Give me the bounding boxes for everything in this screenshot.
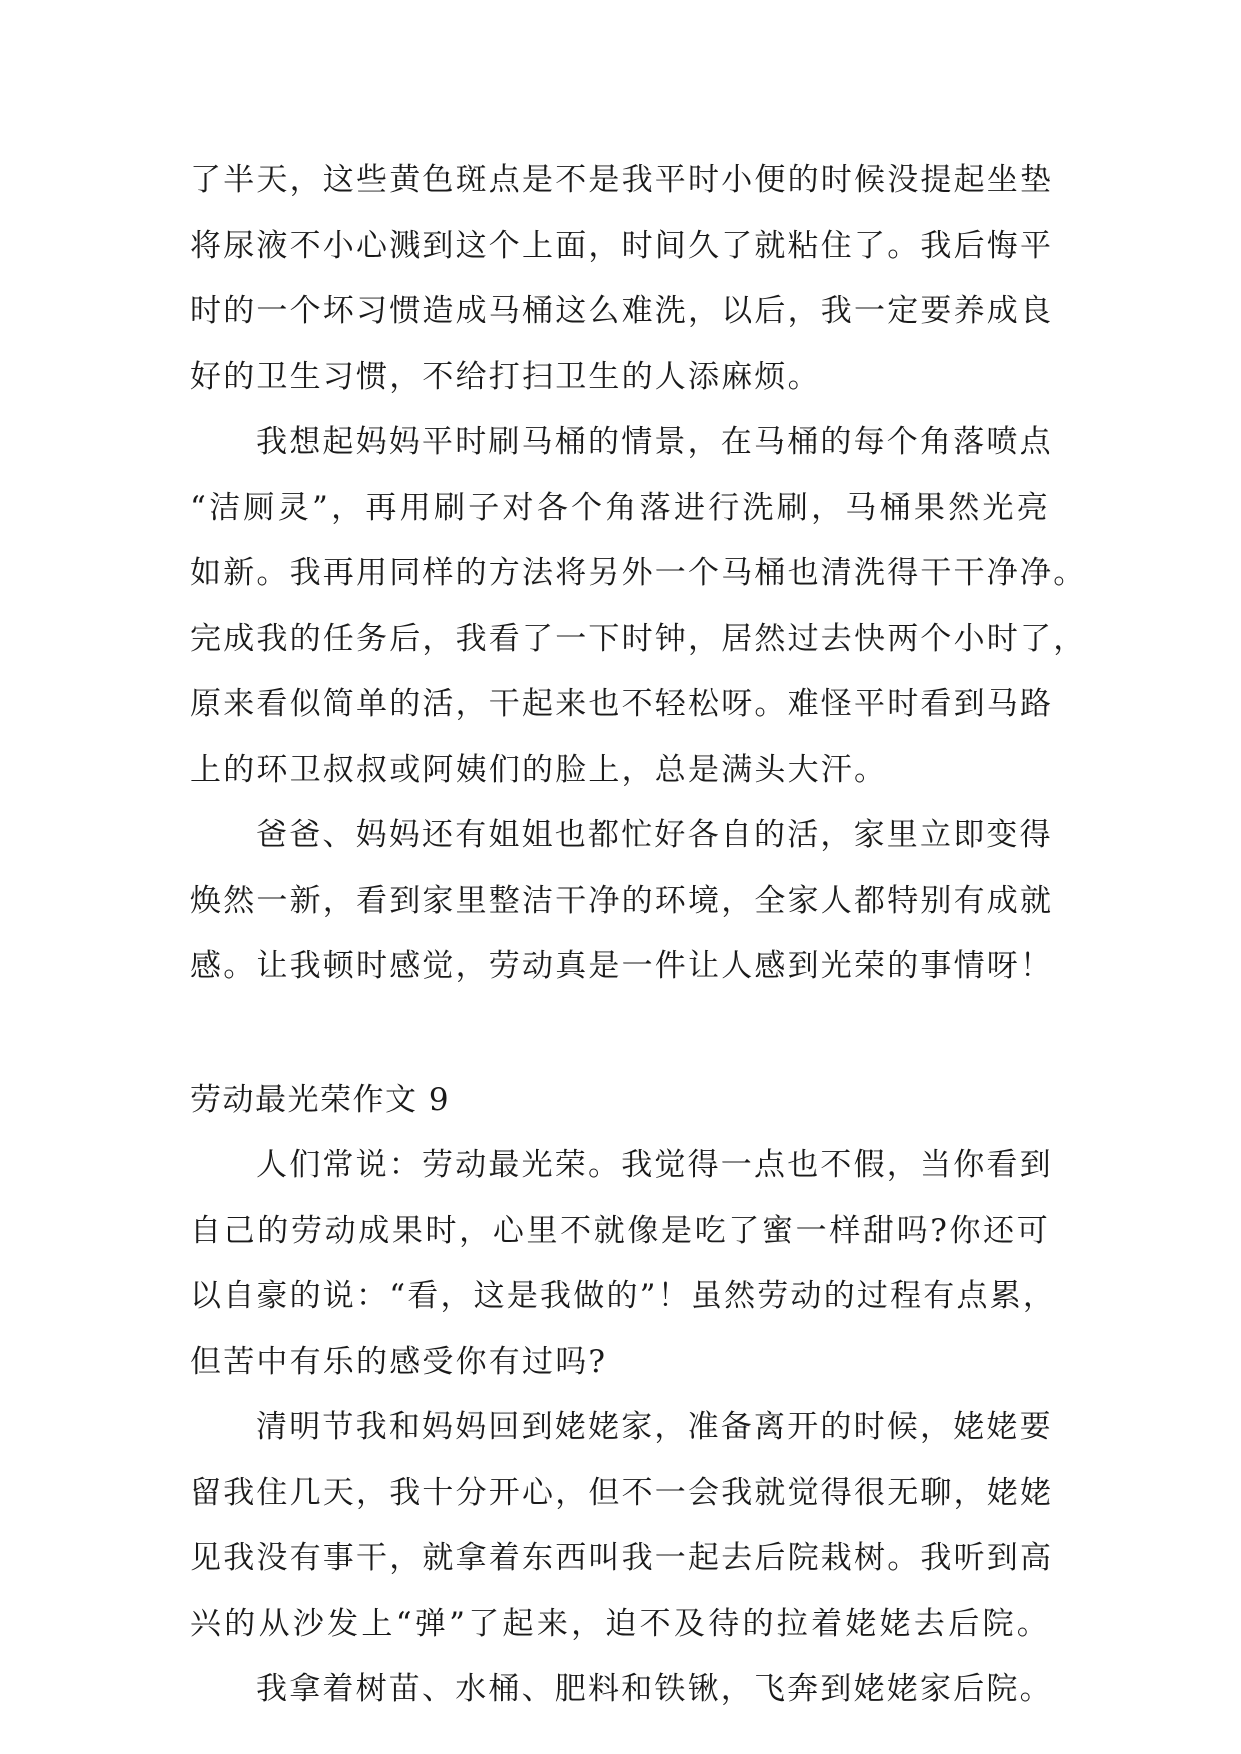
document-page xyxy=(190,148,1087,1723)
paragraph xyxy=(190,1133,1057,1395)
paragraph xyxy=(190,1657,1053,1723)
section-heading: 劳动最光荣作文 9 xyxy=(190,1081,451,1118)
text-line: 人们常说：劳动最光荣。我觉得一点也不假，当你看到 xyxy=(256,1147,1053,1183)
text-line: 如新。我再用同样的方法将另外一个马桶也清洗得干干净净。 xyxy=(190,555,1087,591)
text-line: 以自豪的说：“看，这是我做的”！虽然劳动的过程有点累， xyxy=(190,1278,1057,1314)
text-line: 自己的劳动成果时，心里不就像是吃了蜜一样甜吗?你还可 xyxy=(190,1212,1050,1249)
text-line: 时的一个坏习惯造成马桶这么难洗，以后，我一定要养成良 xyxy=(190,293,1054,329)
text-line: 焕然一新，看到家里整洁干净的环境，全家人都特别有成就 xyxy=(190,882,1054,919)
text-line: 留我住几天，我十分开心，但不一会我就觉得很无聊，姥姥 xyxy=(190,1474,1054,1511)
text-line: 感。让我顿时感觉，劳动真是一件让人感到光荣的事情呀！ xyxy=(190,948,1054,984)
paragraph xyxy=(190,410,1087,803)
text-line: 原来看似简单的活，干起来也不轻松呀。难怪平时看到马路 xyxy=(190,686,1054,722)
text-line: 但苦中有乐的感受你有过吗? xyxy=(190,1343,608,1380)
text-line: 上的环卫叔叔或阿姨们的脸上，总是满头大汗。 xyxy=(190,751,888,788)
text-line: 将尿液不小心溅到这个上面，时间久了就粘住了。我后悔平 xyxy=(190,227,1054,264)
text-line: 我拿着树苗、水桶、肥料和铁锹，飞奔到姥姥家后院。 xyxy=(256,1671,1053,1707)
text-line: “洁厕灵”，再用刷子对各个角落进行洗刷，马桶果然光亮 xyxy=(190,489,1050,526)
text-line: 完成我的任务后，我看了一下时钟，居然过去快两个小时了， xyxy=(190,620,1087,657)
text-line: 爸爸、妈妈还有姐姐也都忙好各自的活，家里立即变得 xyxy=(256,817,1053,853)
paragraph xyxy=(190,148,1054,410)
text-line: 我想起妈妈平时刷马桶的情景，在马桶的每个角落喷点 xyxy=(256,424,1053,460)
paragraph xyxy=(190,1395,1054,1657)
paragraph xyxy=(190,803,1054,1000)
text-line: 了半天，这些黄色斑点是不是我平时小便的时候没提起坐垫 xyxy=(190,162,1054,198)
text-line: 好的卫生习惯，不给打扫卫生的人添麻烦。 xyxy=(190,358,821,395)
text-line: 清明节我和妈妈回到姥姥家，准备离开的时候，姥姥要 xyxy=(256,1409,1053,1445)
text-line: 兴的从沙发上“弹”了起来，迫不及待的拉着姥姥去后院。 xyxy=(190,1605,1050,1642)
text-line: 见我没有事干，就拿着东西叫我一起去后院栽树。我听到高 xyxy=(190,1540,1054,1576)
